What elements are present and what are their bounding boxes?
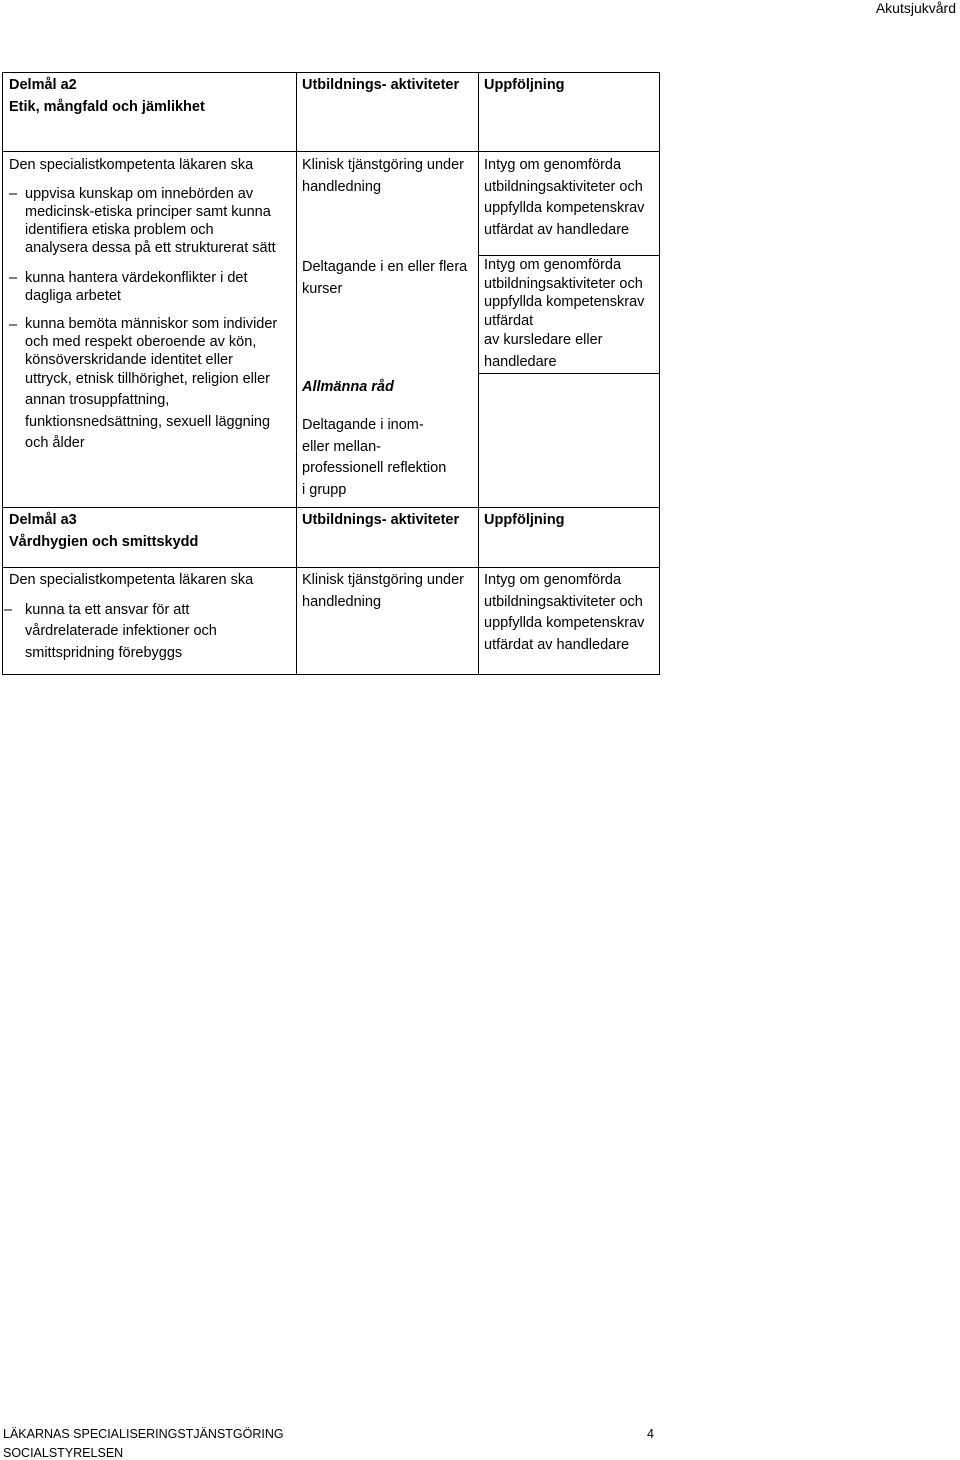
text-line: i grupp — [302, 481, 347, 498]
text-line: av kursledare eller — [484, 332, 603, 348]
text-line: annan trosuppfattning, — [25, 392, 170, 408]
text-line: könsöverskridande identitet eller — [25, 351, 233, 368]
goal-a2-bullet-2 — [9, 269, 294, 305]
text-line: medicinsk-etiska principer samt kunna — [25, 203, 271, 220]
followup-header-a3: Uppföljning — [484, 512, 565, 528]
text-line: Intyg om genomförda — [484, 157, 622, 173]
goal-a2-description — [9, 155, 294, 455]
text-line: kurser — [302, 280, 343, 297]
text-line: handledning — [302, 178, 382, 195]
followup-a3 — [484, 570, 659, 656]
running-header: Akutsjukvård — [875, 0, 956, 16]
goal-a2-intro: Den specialistkompetenta läkaren ska — [9, 157, 254, 173]
text-line: funktionsnedsättning, sexuell läggning — [25, 413, 271, 430]
dash-marker: – — [9, 269, 18, 286]
text-line: utbildningsaktiviteter och — [484, 178, 643, 195]
text-line: dagliga arbetet — [25, 287, 121, 304]
goal-a3-header — [9, 510, 289, 553]
text-line: utfärdat — [484, 312, 534, 329]
page-number: 4 — [647, 1427, 654, 1441]
dash-marker: – — [9, 316, 18, 333]
activity-reflection-a2 — [302, 415, 477, 501]
text-line: vårdrelaterade infektioner och — [25, 623, 217, 639]
footer-publisher: SOCIALSTYRELSEN — [3, 1446, 124, 1460]
general-advice-label: Allmänna råd — [302, 379, 394, 395]
activities-header-a2: Utbildnings- aktiviteter — [302, 77, 460, 93]
goal-a3-title: Vårdhygien och smittskydd — [9, 533, 199, 550]
text-line: Intyg om genomförda — [484, 572, 622, 588]
text-line: uppvisa kunskap om innebörden av — [25, 185, 254, 202]
text-line: smittspridning förebyggs — [25, 644, 183, 661]
followup-a2-1 — [484, 155, 659, 241]
text-line: Deltagande i inom- — [302, 417, 424, 433]
goal-a3-bullet-1 — [4, 600, 294, 665]
text-line: handledare — [484, 353, 557, 370]
text-line: kunna hantera värdekonflikter i det — [25, 269, 248, 286]
text-line: professionell reflektion — [302, 460, 447, 476]
dash-marker: – — [4, 601, 13, 618]
followup-header-a2: Uppföljning — [484, 77, 565, 93]
goal-a3-code: Delmål a3 — [9, 512, 77, 528]
text-line: handledning — [302, 593, 382, 610]
text-line: analysera dessa på ett strukturerat sätt — [25, 239, 276, 256]
text-line: eller mellan- — [302, 438, 381, 455]
goal-a2-header — [9, 75, 289, 118]
activity-clinical-a3 — [302, 570, 477, 613]
text-line: uppfyllda kompetenskrav — [484, 615, 645, 631]
text-line: Klinisk tjänstgöring under — [302, 572, 465, 588]
text-line: utfärdat av handledare — [484, 636, 630, 653]
goal-a3-description — [4, 570, 294, 664]
text-line: uppfyllda kompetenskrav — [484, 200, 645, 216]
text-line: kunna bemöta människor som individer — [25, 315, 278, 332]
goal-a2-code: Delmål a2 — [9, 77, 77, 93]
text-line: Deltagande i en eller flera — [302, 259, 468, 275]
goal-a2-bullet-3 — [9, 315, 294, 455]
goal-a2-title: Etik, mångfald och jämlikhet — [9, 98, 205, 115]
dash-marker: – — [9, 185, 18, 202]
footer-publication: LÄKARNAS SPECIALISERINGSTJÄNSTGÖRING — [3, 1427, 284, 1441]
activities-header-a3: Utbildnings- aktiviteter — [302, 512, 460, 528]
text-line: uppfyllda kompetenskrav — [484, 294, 645, 310]
text-line: utbildningsaktiviteter och — [484, 275, 643, 292]
followup-a2-2 — [484, 256, 659, 373]
text-line: och ålder — [25, 435, 85, 451]
text-line: Intyg om genomförda — [484, 257, 622, 273]
text-line: kunna ta ett ansvar för att — [25, 601, 190, 618]
activity-clinical-a2 — [302, 155, 477, 198]
text-line: och med respekt oberoende av kön, — [25, 333, 257, 350]
goal-a3-intro: Den specialistkompetenta läkaren ska — [9, 572, 254, 588]
activity-courses-a2 — [302, 257, 477, 300]
text-line: uttryck, etnisk tillhörighet, religion eller — [25, 370, 270, 387]
text-line: utbildningsaktiviteter och — [484, 593, 643, 610]
text-line: identifiera etiska problem och — [25, 221, 214, 238]
text-line: utfärdat av handledare — [484, 221, 630, 238]
text-line: Klinisk tjänstgöring under — [302, 157, 465, 173]
goal-a2-bullet-1 — [9, 185, 294, 257]
